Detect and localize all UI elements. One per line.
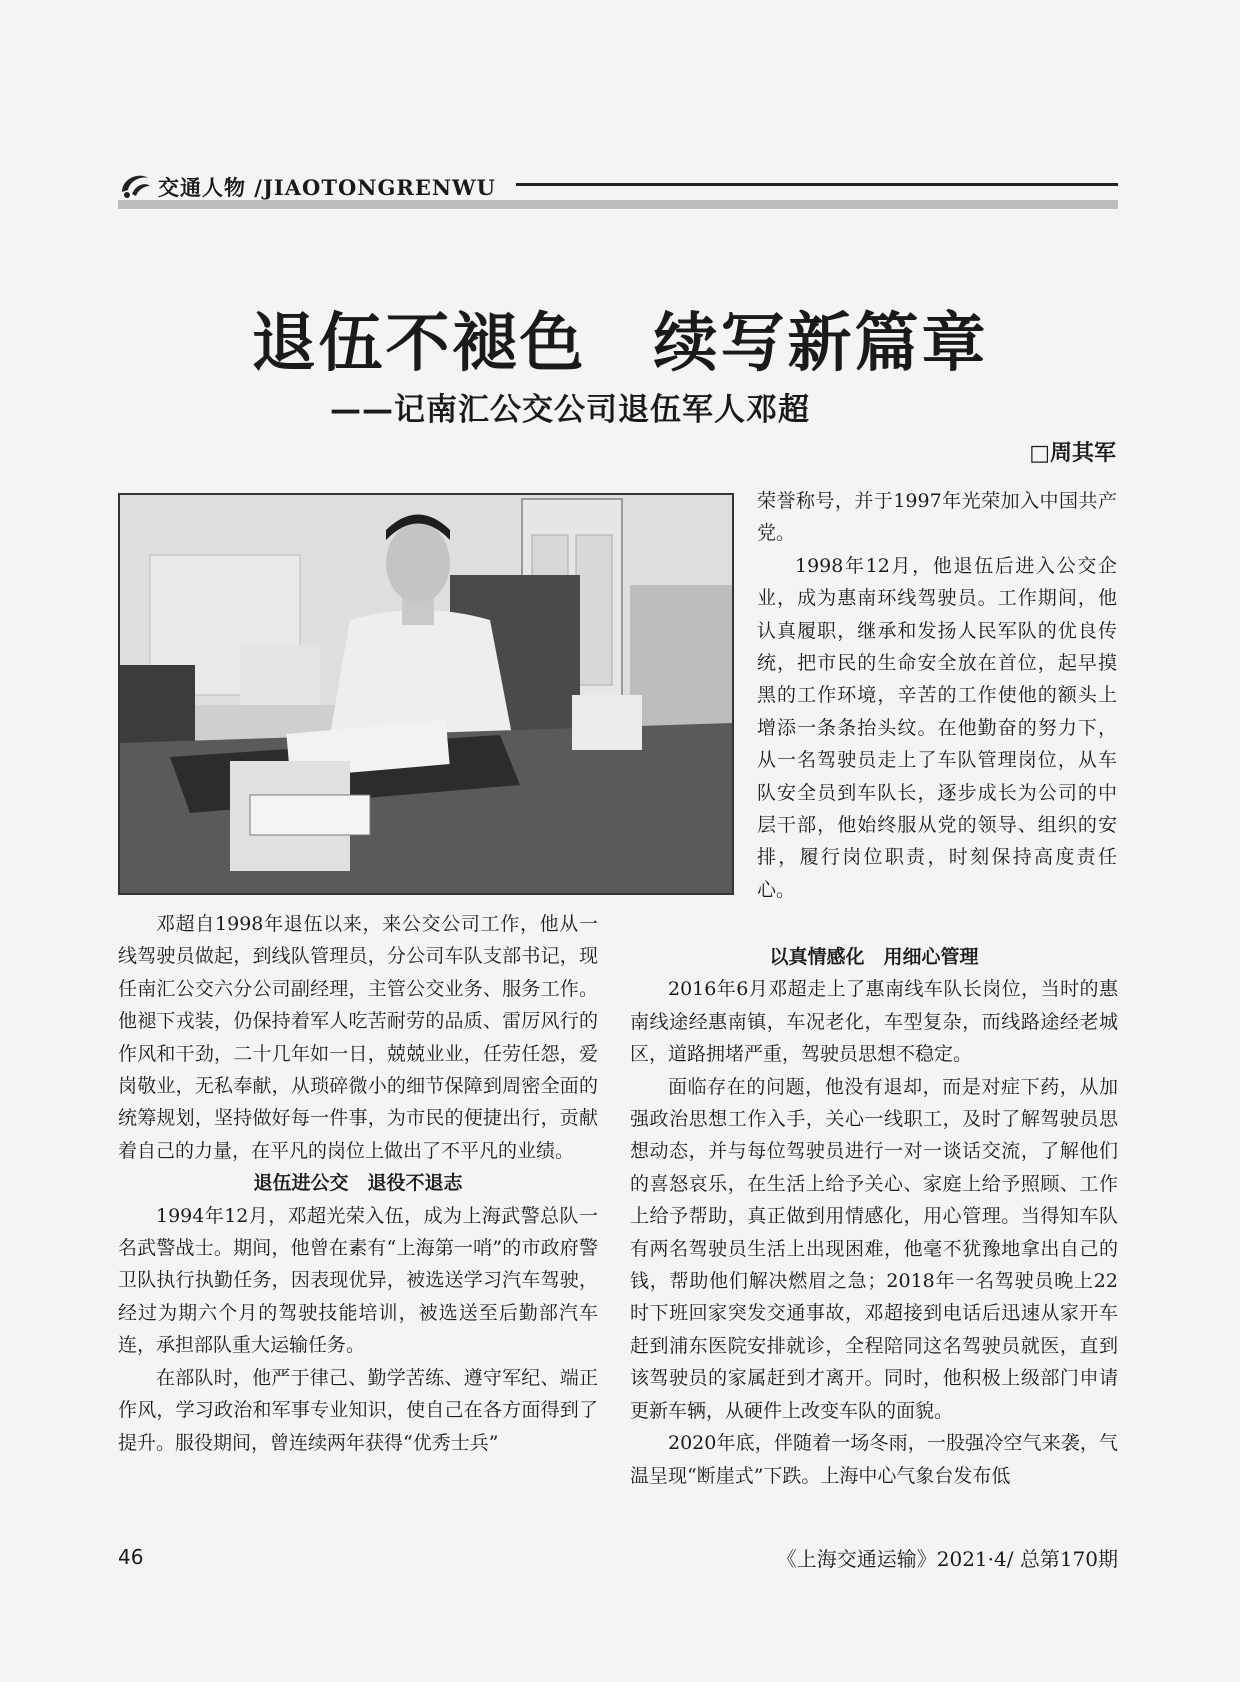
column-left [118,908,598,1459]
article-title: 退伍不褪色 续写新篇章 [251,306,989,381]
journal-issue: 《上海交通运输》2021·4/ 总第170期 [776,1547,1118,1571]
header-rule [516,183,1118,186]
portrait-photo [118,493,734,895]
portrait-photo-icon [120,495,732,893]
section-heading-1: 退伍进公交 退役不退志 [253,1172,463,1195]
article-subtitle: ——记南汇公交公司退伍军人邓超 [330,392,810,428]
section-heading-2: 以真情感化 用细心管理 [769,946,979,968]
paragraph: 面临存在的问题，他没有退却，而是对症下药，从加强政治思想工作入手，关心一线职工，及时了解驾驶员思想动态，并与每位驾驶员进行一对一谈话交流，了解他们的喜怒哀乐，在生活上给予关心、家庭上给予照顾、工作上给予帮助，真正做到用情感化，用心管理。当得知车队有两名驾驶员生活上出现困难，他毫不犹豫地拿出自己的钱，帮助他们解决燃眉之急；2018年一名驾驶员晚上22时下班回家突发交通事故，邓超接到电话后迅速从家开车赶到浦东医院安排就诊，全程陪同这名驾驶员就医，直到该驾驶员的家属赶到才离开。同时，他积极上级部门申请更新车辆，从硬件上改变车队的面貌。 [630,1075,1118,1422]
intro-paragraph: 邓超自1998年退伍以来，来公交公司工作，他从一线驾驶员做起，到线队管理员，分公司车队支部书记，现任南汇公交六分公司副经理，主管公交业务、服务工作。他褪下戎装，仍保持着军人吃苦耐劳的品质、雷厉风行的作风和干劲，二十几年如一日，兢兢业业，任劳任怨，爱岗敬业，无私奉献，从琐碎微小的细节保障到周密全面的统筹规划，坚持做好每一件事，为市民的便捷出行，贡献着自己的力量，在平凡的岗位上做出了不平凡的业绩。 [118,913,598,1162]
page-number: 46 [118,1545,144,1569]
section-label: 交通人物 /JIAOTONGRENWU [158,175,496,200]
article-author: □周其军 [1029,441,1116,466]
section-header [118,168,1118,208]
paragraph-continued: 荣誉称号，并于1997年光荣加入中国共产党。 [757,490,1117,545]
column-right-bottom [630,941,1118,1492]
paragraph: 1994年12月，邓超光荣入伍，成为上海武警总队一名武警战士。期间，他曾在素有“上海第一哨”的市政府警卫队执行执勤任务，因表现优异，被选送学习汽车驾驶，经过为期六个月的驾驶技能培训，被选送至后勤部汽车连，承担部队重大运输任务。 [118,1204,598,1357]
paragraph: 1998年12月，他退伍后进入公交企业，成为惠南环线驾驶员。工作期间，他认真履职，继承和发扬人民军队的优良传统，把市民的生命安全放在首位，起早摸黑的工作环境，辛苦的工作使他的额头上增添一条条抬头纹。在他勤奋的努力下，从一名驾驶员走上了车队管理岗位，从车队安全员到车队长，逐步成长为公司的中层干部，他始终服从党的领导、组织的安排，履行岗位职责，时刻保持高度责任心。 [757,554,1117,901]
magazine-logo-icon [118,170,152,200]
paragraph: 2016年6月邓超走上了惠南线车队长岗位，当时的惠南线途经惠南镇，车况老化，车型复杂，而线路途经老城区，道路拥堵严重，驾驶员思想不稳定。 [630,978,1118,1066]
header-band [118,200,1118,209]
paragraph: 2020年底，伴随着一场冬雨，一股强冷空气来袭，气温呈现“断崖式”下跌。上海中心气象台发布低 [630,1432,1118,1487]
column-right-top [757,485,1117,906]
paragraph: 在部队时，他严于律己、勤学苦练、遵守军纪、端正作风，学习政治和军事专业知识，使自己在各方面得到了提升。服役期间，曾连续两年获得“优秀士兵” [118,1366,598,1454]
